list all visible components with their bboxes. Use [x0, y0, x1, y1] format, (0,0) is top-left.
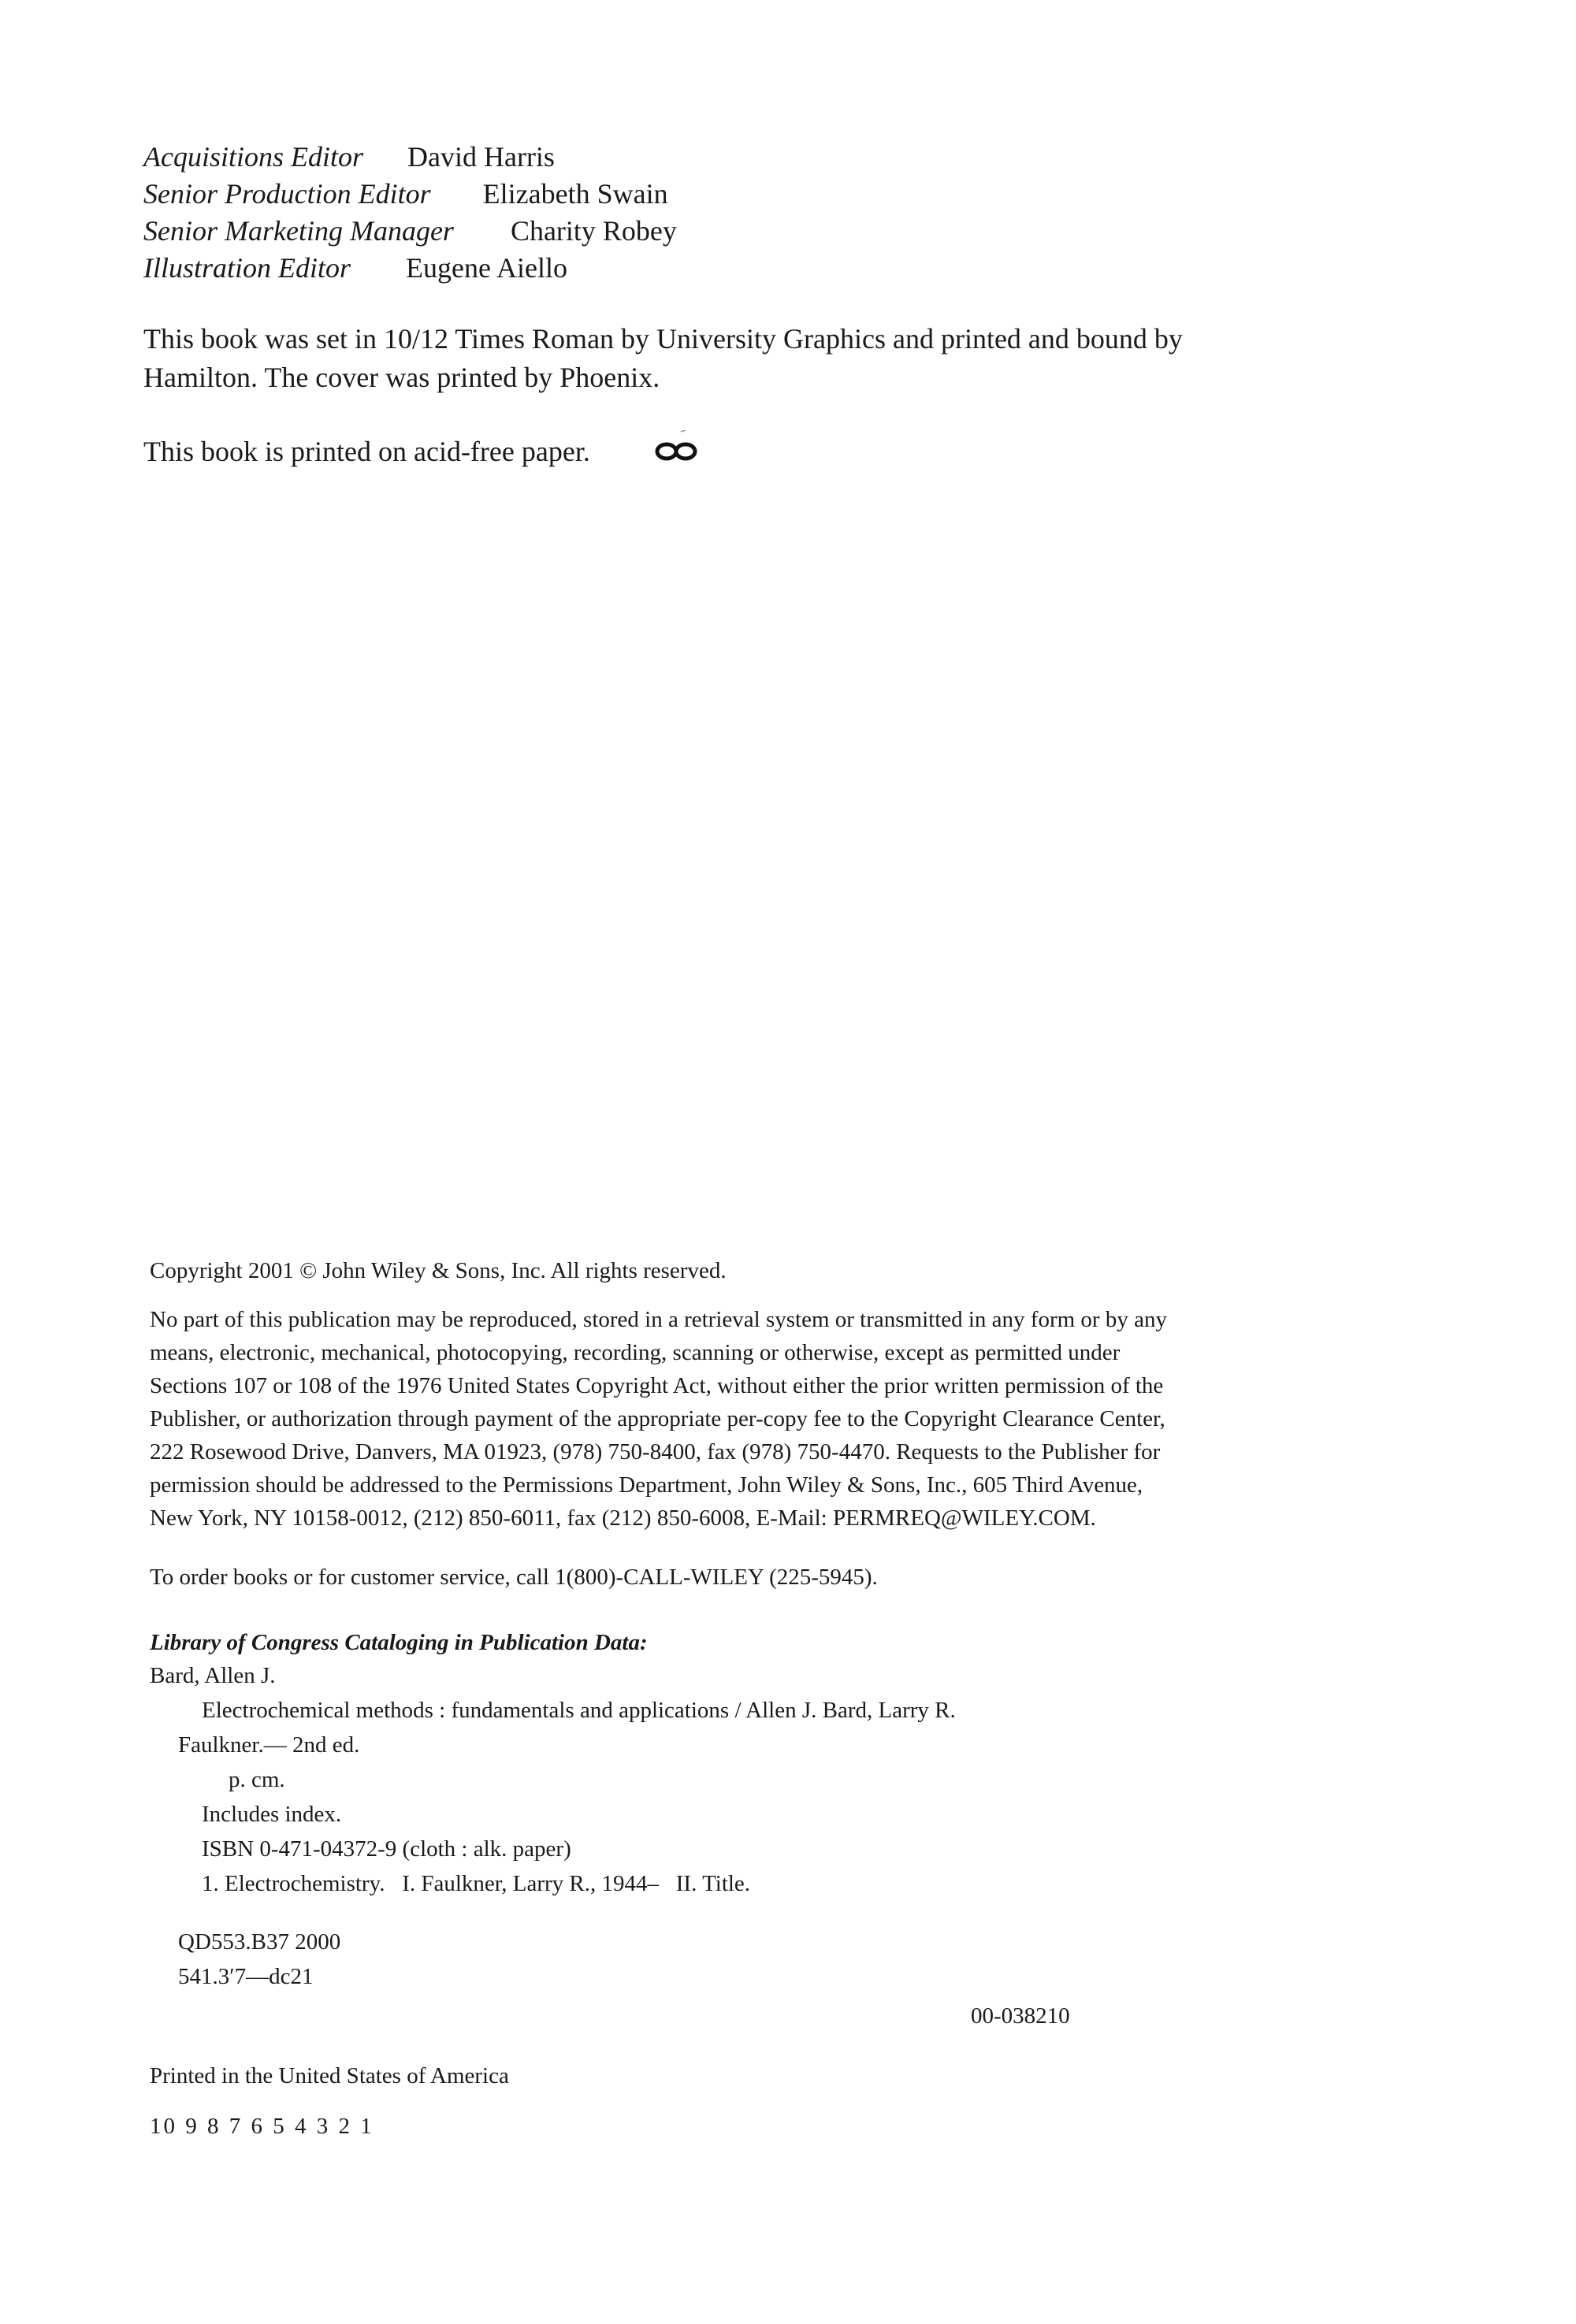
copyright-notice: Copyright 2001 © John Wiley & Sons, Inc. All rights reserved. — [150, 1258, 727, 1283]
permissions-paragraph — [150, 1303, 1379, 1535]
credit-senior-marketing-manager — [143, 213, 677, 249]
cip-heading: Library of Congress Cataloging in Publication Data: — [150, 1630, 648, 1655]
cip-title-line-1: Electrochemical methods : fundamentals and applications / Allen J. Bard, Larry R. — [202, 1698, 956, 1723]
cip-dewey: 541.3′7—dc21 — [178, 1964, 314, 1989]
cip-lccn: 00-038210 — [971, 2003, 1070, 2029]
order-info: To order books or for customer service, call 1(800)-CALL-WILEY (225-5945). — [150, 1565, 878, 1590]
permissions-line: permission should be addressed to the Permissions Department, John Wiley & Sons, Inc., 605 Third Avenue, — [150, 1472, 1143, 1498]
permissions-line: New York, NY 10158-0012, (212) 850-6011, fax (212) 850-6008, E-Mail: PERMREQ@WILEY.COM. — [150, 1505, 1096, 1531]
cip-index: Includes index. — [202, 1802, 342, 1827]
credit-name: Elizabeth Swain — [482, 178, 668, 210]
typesetting-line-2: Hamilton. The cover was printed by Phoenix. — [143, 362, 660, 393]
cip-subjects: 1. Electrochemistry. I. Faulkner, Larry R., 1944– II. Title. — [202, 1871, 751, 1896]
permissions-line: 222 Rosewood Drive, Danvers, MA 01923, (978) 750-8400, fax (978) 750-4470. Requests to the Publisher for — [150, 1439, 1161, 1465]
credit-illustration-editor — [143, 250, 567, 286]
permissions-line: Sections 107 or 108 of the 1976 United States Copyright Act, without either the prior written permission of the — [150, 1373, 1164, 1398]
cip-pages: p. cm. — [229, 1767, 285, 1792]
permissions-line: means, electronic, mechanical, photocopying, recording, scanning or otherwise, except as permitted under — [150, 1340, 1121, 1365]
credit-role: Acquisitions Editor — [143, 141, 363, 173]
credit-name: Eugene Aiello — [406, 252, 567, 284]
credit-senior-production-editor — [143, 176, 668, 212]
credit-role: Senior Production Editor — [143, 178, 431, 210]
infinity-paper-icon — [653, 430, 701, 465]
cip-title-line-2: Faulkner.— 2nd ed. — [178, 1732, 360, 1758]
cip-isbn: ISBN 0-471-04372-9 (cloth : alk. paper) — [202, 1836, 571, 1862]
permissions-line: No part of this publication may be reproduced, stored in a retrieval system or transmitted in any form or by any — [150, 1307, 1167, 1332]
cip-call-number: QD553.B37 2000 — [178, 1929, 341, 1955]
printed-in: Printed in the United States of America — [150, 2063, 509, 2088]
cip-author: Bard, Allen J. — [150, 1663, 276, 1688]
permissions-line: Publisher, or authorization through payment of the appropriate per-copy fee to the Copyright Clearance Center, — [150, 1406, 1165, 1431]
typesetting-line-1: This book was set in 10/12 Times Roman by University Graphics and printed and bound by — [143, 323, 1183, 355]
credit-name: Charity Robey — [510, 215, 677, 247]
acid-free-text: This book is printed on acid-free paper. — [143, 436, 590, 467]
printing-line: 10 9 8 7 6 5 4 3 2 1 — [150, 2114, 374, 2139]
credit-role: Senior Marketing Manager — [143, 215, 454, 247]
credit-name: David Harris — [407, 141, 555, 173]
credit-role: Illustration Editor — [143, 252, 351, 284]
credit-acquisitions-editor — [143, 139, 555, 175]
